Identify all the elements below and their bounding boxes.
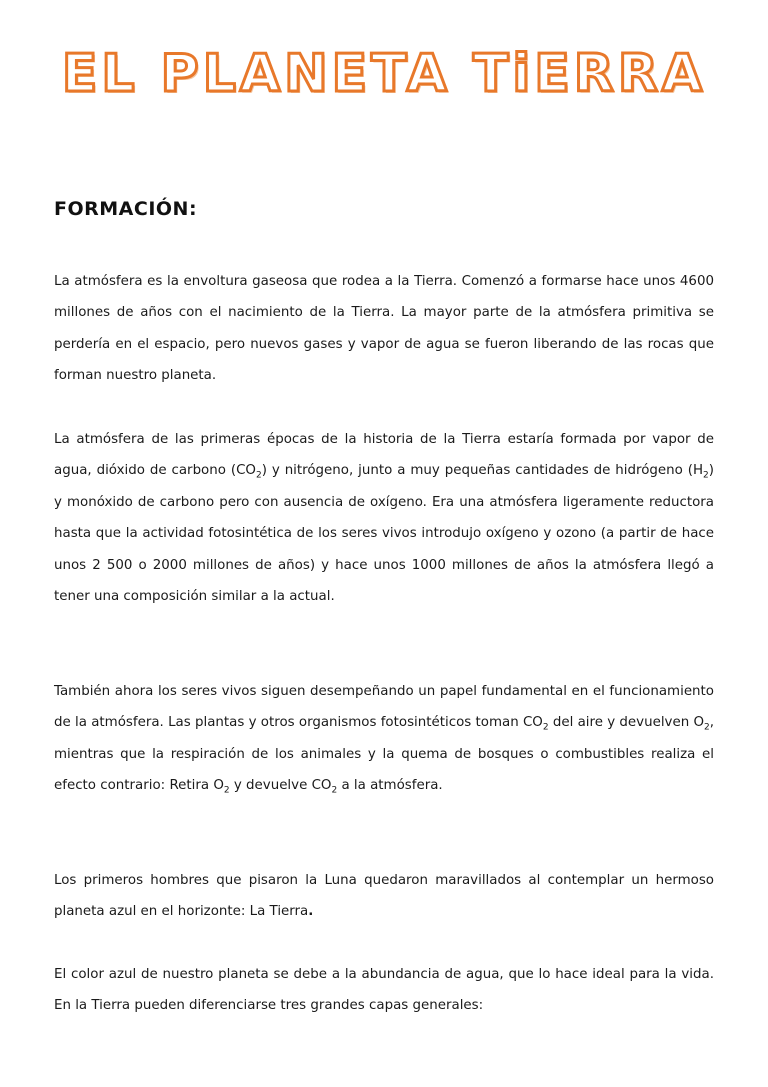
- paragraph-3-text-d: y devuelve CO: [229, 778, 332, 794]
- paragraph-2: [54, 424, 714, 612]
- subscript: 2: [704, 723, 710, 734]
- page-title: EL PLANETA TiERRA: [61, 44, 707, 104]
- subscript: 2: [331, 785, 338, 796]
- paragraph-4-text-a: Los primeros hombres que pisaron la Luna quedaron maravillados al contemplar un hermoso planeta azul en el horizonte: La Tierra: [54, 873, 714, 920]
- subscript: 2: [223, 785, 230, 796]
- paragraph-4-period: .: [308, 904, 314, 920]
- paragraph-3-text-e: a la atmósfera.: [337, 778, 443, 794]
- paragraph-1: La atmósfera es la envoltura gaseosa que rodea a la Tierra. Comenzó a formarse hace unos 4600 millones de años con el nacimiento de la Tierra. La mayor parte de la atmósfera primitiva se perdería en el espacio, pero nuevos gases y vapor de agua se fueron liberando de las rocas que forman nuestro planeta.: [54, 274, 714, 384]
- paragraph-5: El color azul de nuestro planeta se debe a la abundancia de agua, que lo hace ideal para la vida. En la Tierra pueden diferenciarse tres grandes capas generales:: [54, 967, 714, 1014]
- subscript: 2: [255, 471, 262, 482]
- paragraph-2-text-c: ) y monóxido de carbono pero con ausencia de oxígeno. Era una atmósfera ligeramente reductora hasta que la actividad fotosintética de los seres vivos introdujo oxígeno y ozono (a partir de hace unos 2 500 o 2000 millones de años) y hace unos 1000 millones de años la atmósfera llegó a tener una composición similar a la actual.: [54, 463, 714, 605]
- paragraph-3-text-a: También ahora los seres vivos siguen desempeñando un papel fundamental en el funcionamiento de la atmósfera. Las plantas y otros organismos fotosintéticos toman CO: [54, 684, 714, 731]
- subscript: 2: [542, 723, 549, 734]
- section-heading-formacion: FORMACIÓN:: [54, 198, 198, 220]
- paragraph-4: [54, 865, 714, 928]
- paragraph-3-text-c: , mientras que la respiración de los animales y la quema de bosques o combustibles realiza el efecto contrario: Retira O: [54, 715, 715, 794]
- subscript: 2: [703, 471, 709, 482]
- paragraph-3-text-b: del aire y devuelven O: [548, 715, 705, 731]
- paragraph-2-text-a: La atmósfera de las primeras épocas de la historia de la Tierra estaría formada por vapor de agua, dióxido de carbono (CO: [54, 432, 714, 479]
- title-container: [0, 44, 768, 104]
- paragraph-2-text-b: ) y nitrógeno, junto a muy pequeñas cantidades de hidrógeno (H: [261, 463, 704, 479]
- paragraph-3: [54, 676, 714, 802]
